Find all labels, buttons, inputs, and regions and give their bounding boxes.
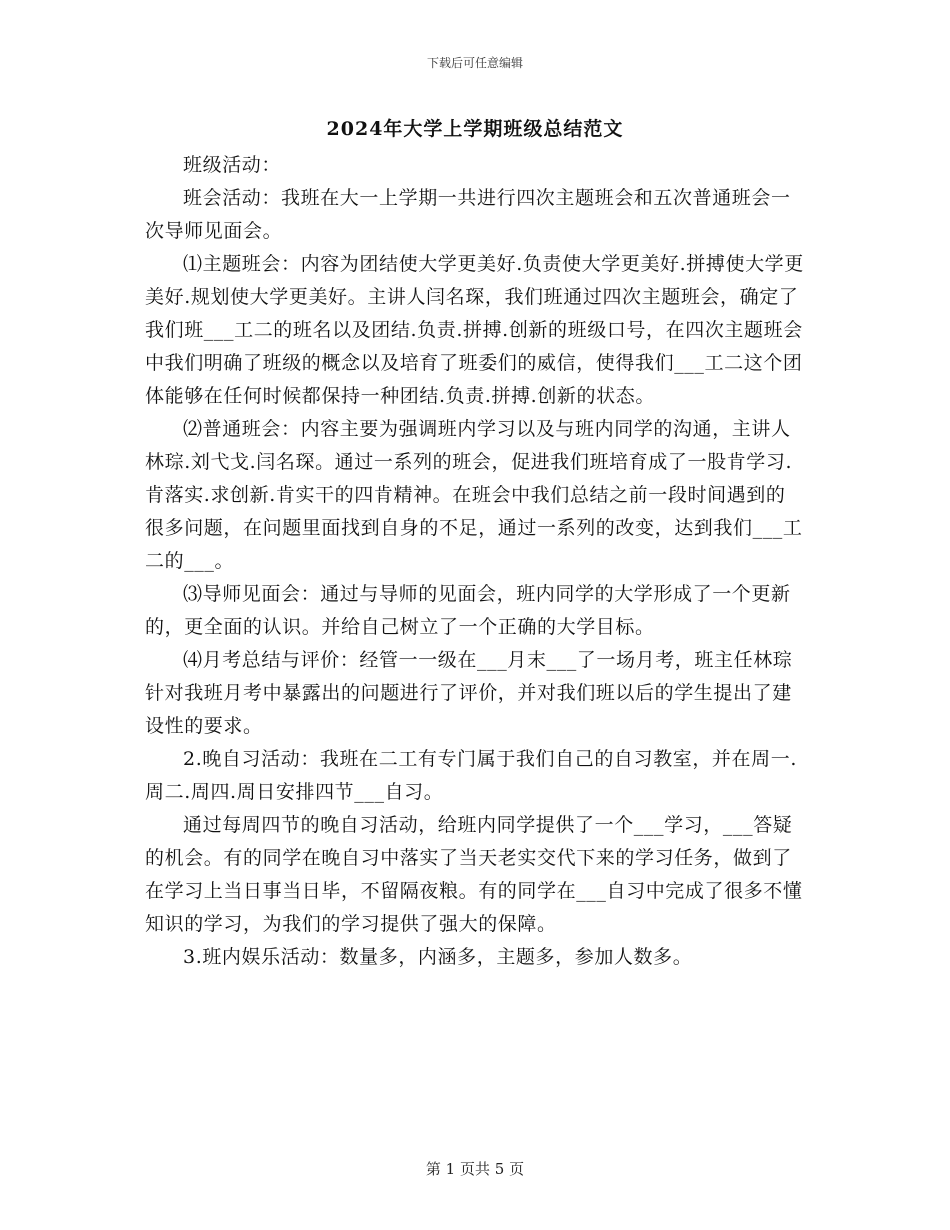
paragraph: ⑶导师见面会：通过与导师的见面会，班内同学的大学形成了一个更新的，更全面的认识。并给自己树立了一个正确的大学目标。 [145,583,791,638]
paragraph: ⑵普通班会：内容主要为强调班内学习以及与班内同学的沟通，主讲人林琮.刘弋戈.闫名琛。通过一系列的班会，促进我们班培育成了一股肯学习.肯落实.求创新.肯实干的四肯精神。在班会中我们总结之前一段时间遇到的很多问题，在问题里面找到自身的不足，通过一系列的改变，达到我们___工二的___。 [145,418,803,572]
paragraph: 3.班内娱乐活动：数量多，内涵多，主题多，参加人数多。 [183,946,693,968]
document-title: 2024年大学上学期班级总结范文 [326,118,624,140]
paragraph: 通过每周四节的晚自习活动，给班内同学提供了一个___学习，___答疑的机会。有的同学在晚自习中落实了当天老实交代下来的学习任务，做到了在学习上当日事当日毕，不留隔夜粮。有的同学在___自习中完成了很多不懂知识的学习，为我们的学习提供了强大的保障。 [145,814,803,935]
document-body [145,149,805,974]
page-header-note: 下载后可任意编辑 [426,56,523,70]
paragraph: 班会活动：我班在大一上学期一共进行四次主题班会和五次普通班会一次导师见面会。 [145,187,791,242]
paragraph: ⑴主题班会：内容为团结使大学更美好.负责使大学更美好.拼搏使大学更美好.规划使大学更美好。主讲人闫名琛，我们班通过四次主题班会，确定了我们班___工二的班名以及团结.负责.拼搏.创新的班级口号，在四次主题班会中我们明确了班级的概念以及培育了班委们的威信，使得我们___工二这个团体能够在任何时候都保持一种团结.负责.拼搏.创新的状态。 [145,253,804,407]
page-number: 第 1 页共 5 页 [425,1160,525,1178]
paragraph: 班级活动： [183,154,282,176]
paragraph: 2.晚自习活动：我班在二工有专门属于我们自己的自习教室，并在周一.周二.周四.周日安排四节___自习。 [145,748,797,803]
paragraph: ⑷月考总结与评价：经管一一级在___月末___了一场月考，班主任林琮针对我班月考中暴露出的问题进行了评价，并对我们班以后的学生提出了建设性的要求。 [145,649,793,737]
